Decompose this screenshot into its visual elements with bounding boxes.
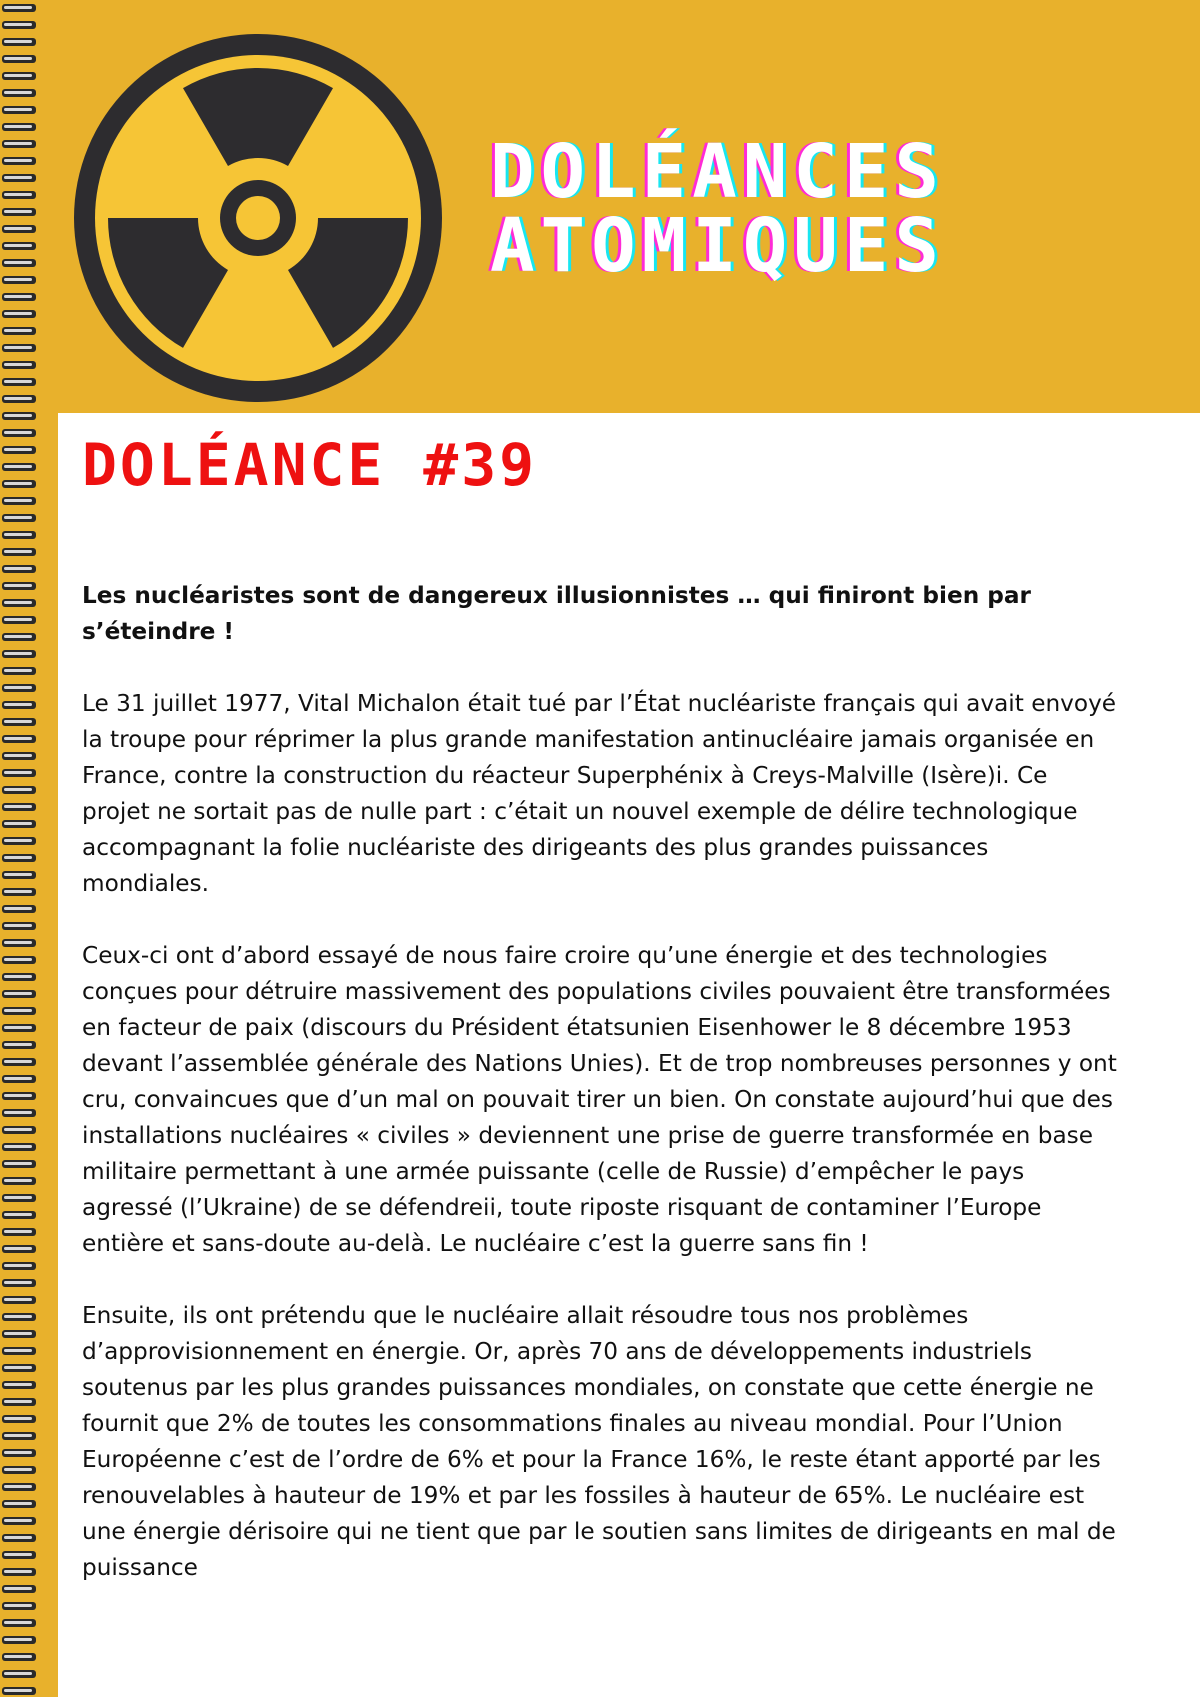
- title-line-1: DOLÉANCES: [490, 129, 945, 215]
- paragraph-2: Ceux-ci ont d’abord essayé de nous faire croire qu’une énergie et des technologies conçues pour détruire massivement des populations civiles pouvaient être transformées en facteur de paix (discours du Président étatsunien Eisenhower le 8 décembre 1953 devant l’assemblée générale des Nations Unies). Et de trop nombreuses personnes y ont cru, convaincues que d’un mal on pouvait tirer un bien. On constate aujourd’hui que des installations nucléaires « civiles » deviennent une prise de guerre transformée en base militaire permettant à une armée puissante (celle de Russie) d’empêcher le pays agressé (l’Ukraine) de se défendreii, toute riposte risquant de contaminer l’Europe entière et sans-doute au-delà. Le nucléaire c’est la guerre sans fin !: [82, 942, 1117, 1257]
- paragraph-3: Ensuite, ils ont prétendu que le nucléaire allait résoudre tous nos problèmes d’approvisionnement en énergie. Or, après 70 ans de développements industriels soutenus par les plus grandes puissances mondiales, on constate que cette énergie ne fournit que 2% de toutes les consommations finales au niveau mondial. Pour l’Union Européenne c’est de l’ordre de 6% et pour la France 16%, le reste étant apporté par les renouvelables à hauteur de 19% et par les fossiles à hauteur de 65%. Le nucléaire est une énergie dérisoire qui ne tient que par le soutien sans limites de dirigeants en mal de puissance: [82, 1302, 1116, 1581]
- title-line-2: ATOMIQUES: [490, 203, 945, 289]
- doleance-number-heading: DOLÉANCE #39: [82, 431, 538, 499]
- lead-paragraph: Les nucléaristes sont de dangereux illusionnistes … qui finiront bien par s’éteindre !: [82, 582, 1031, 645]
- paragraph-1: Le 31 juillet 1977, Vital Michalon était tué par l’État nucléariste français qui avait envoyé la troupe pour réprimer la plus grande manifestation antinucléaire jamais organisée en France, contre la construction du réacteur Superphénix à Creys-Malville (Isère)i. Ce projet ne sortait pas de nulle part : c’était un nouvel exemple de délire technologique accompagnant la folie nucléariste des dirigeants des plus grandes puissances mondiales.: [82, 690, 1117, 897]
- radiation-hazard-icon: [74, 34, 442, 402]
- page-title: [490, 129, 1170, 289]
- article-body: [82, 578, 1122, 1622]
- spiral-binding: [0, 0, 40, 1697]
